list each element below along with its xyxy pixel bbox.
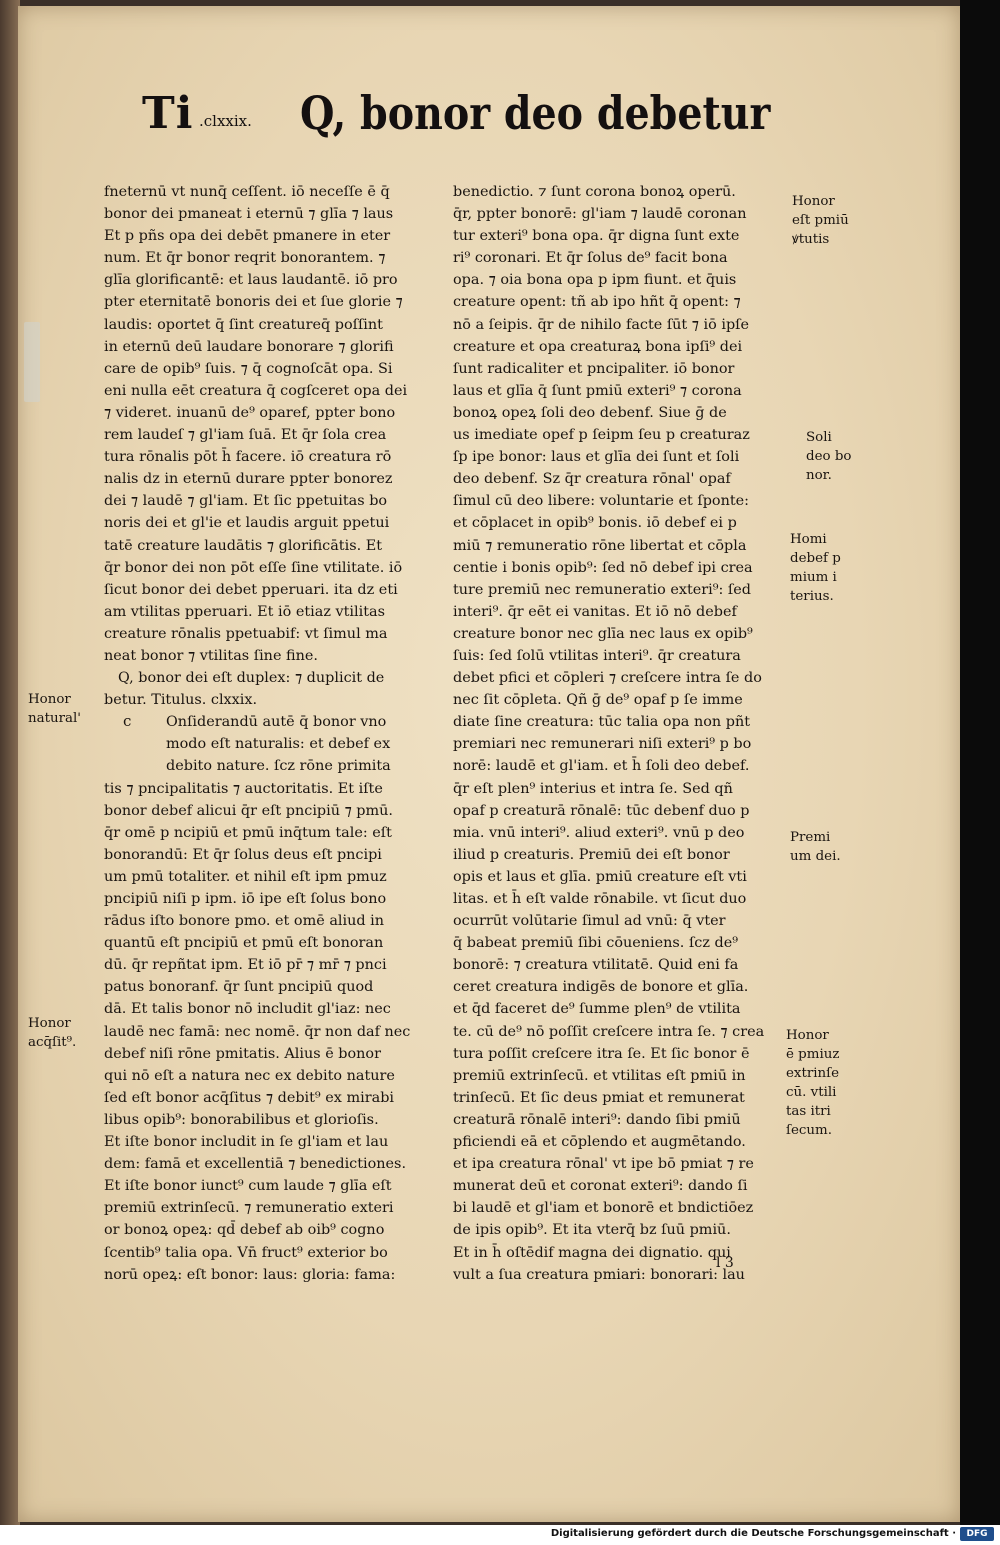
text-line: ⁊ videret. inuanū de⁹ oparef, ppter bono <box>104 404 396 421</box>
text-line: eni nulla eēt creatura q̄ cogſceret opa dei <box>104 382 408 399</box>
marginal-note-line: Honor <box>28 692 71 707</box>
text-line: qui nō eſt a natura nec ex debito nature <box>104 1067 395 1084</box>
text-line: miū ⁊ remuneratio rōne libertat et cōpla <box>453 537 747 554</box>
text-line: debito nature. ſcz rōne primita <box>166 758 391 775</box>
dfg-logo: DFG <box>960 1527 994 1541</box>
chapter-heading-line: Q, bonor dei eſt duplex: ⁊ duplicit de <box>118 670 385 687</box>
text-line: dū. q̄r repñtat ipm. Et iō pr̄ ⁊ mr̄ ⁊ pnci <box>104 957 387 974</box>
marginal-note-line: tas itri <box>786 1104 831 1119</box>
text-line: opis et laus et glīa. pmiū creature eſt vti <box>453 868 747 885</box>
text-line: pncipiū niſi p ipm. iō ipe eſt ſolus bono <box>104 891 387 907</box>
text-line: bi laudē et gl'iam et bonorē et bndictiōez <box>453 1200 754 1217</box>
initial-guide-letter: c <box>123 712 132 730</box>
marginal-note-soli-deo-honor <box>806 428 851 485</box>
text-line: libus opib⁹: bonorabilibus et glorioſis. <box>104 1111 379 1128</box>
text-line: dei ⁊ laudē ⁊ gl'iam. Et ſic ppetuitas bo <box>104 493 388 510</box>
text-line: Et p pñs opa dei debēt pmanere in eter <box>104 228 391 245</box>
signature-mark: l 3 <box>716 1255 734 1271</box>
marginal-note-honor-premium-virtutis <box>792 192 849 249</box>
text-line: laudē nec famā: nec nomē. q̄r non daf nec <box>104 1023 411 1040</box>
marginal-note-line: eſt pmiū <box>792 213 849 228</box>
text-line: creature rōnalis ppetuabif: vt ſimul ma <box>104 625 388 642</box>
text-line: num. Et q̄r bonor reqrit bonorantem. ⁊ <box>104 250 386 267</box>
text-line: Et iſte bonor iunct⁹ cum laude ⁊ glīa eſt <box>104 1178 392 1195</box>
text-line: litas. et h̄ eſt valde rōnabile. vt ſicut duo <box>453 891 747 907</box>
text-line: centie i bonis opib⁹: ſed nō debef ipi crea <box>453 559 753 576</box>
text-line: ri⁹ coronari. Et q̄r ſolus de⁹ facit bona <box>453 250 728 267</box>
text-line: ſed eſt bonor acq̄ſitus ⁊ debit⁹ ex mirabi <box>104 1089 395 1106</box>
text-line: te. cū de⁹ nō poſſit creſcere intra ſe. ⁊ crea <box>453 1023 765 1040</box>
text-line: modo eſt naturalis: et debef ex <box>166 736 391 753</box>
text-line: tatē creature laudātis ⁊ glorificātis. Et <box>104 537 383 554</box>
text-line: rem laudeſ ⁊ gl'iam ſuā. Et q̄r ſola crea <box>104 427 387 444</box>
text-line: ocurrūt volūtarie ſimul ad vnū: q̄ vter <box>453 913 726 930</box>
text-line: glīa glorificantē: et laus laudantē. iō pro <box>104 272 398 289</box>
text-line: creature bonor nec glīa nec laus ex opib⁹ <box>453 625 753 642</box>
marginal-note-honor-premium-extrinsecum <box>786 1026 839 1140</box>
text-line: nalis dz in eternū durare ppter bonorez <box>104 471 393 488</box>
marginal-note-line: Honor <box>28 1016 71 1031</box>
marginal-note-line: acq̄ſit⁹. <box>28 1035 77 1050</box>
text-line: opa. ⁊ oia bona opa p ipm fiunt. et q̄uis <box>453 272 737 289</box>
text-line: q̄r eſt plen⁹ interius et intra ſe. Sed qñ <box>453 780 733 797</box>
text-line: Et iſte bonor includit in ſe gl'iam et lau <box>104 1134 389 1151</box>
text-line: q̄r, ppter bonorē: gl'iam ⁊ laudē coronan <box>453 206 747 223</box>
text-line: ſunt radicaliter et pncipaliter. iō bonor <box>453 360 735 377</box>
text-line: trinſecū. Et ſic deus pmiat et remunerat <box>453 1089 745 1106</box>
marginal-note-premium-dei <box>790 828 841 866</box>
text-line: tura poſſit creſcere itra ſe. Et ſic bonor ē <box>453 1045 750 1062</box>
text-line: norū opeꝝ: eſt bonor: laus: gloria: fama: <box>104 1266 396 1283</box>
text-line: q̄r bonor dei non pōt eſſe ſine vtilitate. iō <box>104 559 403 576</box>
marginal-note-honor-acquisitus <box>28 1014 76 1052</box>
text-line: munerat deū et coronat exteri⁹: dando ſi <box>453 1178 748 1195</box>
text-line: de ipis opib⁹. Et ita vterq̄ bz ſuū pmiū. <box>453 1222 731 1239</box>
text-line: bonorē: ⁊ creatura vtilitatē. Quid eni fa <box>453 957 739 974</box>
text-line: ſcentib⁹ talia opa. Vn̄ fruct⁹ exterior bo <box>104 1244 388 1261</box>
running-head-left: Ti <box>142 88 194 139</box>
text-line: bonorandū: Et q̄r ſolus deus eſt pncipi <box>104 846 382 863</box>
text-line: tura rōnalis pōt h̄ facere. iō creatura rō <box>104 449 392 466</box>
marginal-note-line: ꝟtutis <box>792 232 830 247</box>
text-line: et cōplacet in opib⁹ bonis. iō debef ei p <box>453 515 737 532</box>
text-line: vult a ſua creatura pmiari: bonorari: lau <box>453 1266 745 1283</box>
text-line: creaturā rōnalē interi⁹: dando ſibi pmiū <box>453 1111 741 1128</box>
text-line: us imediate opef p ſeipm ſeu p creaturaz <box>453 427 750 444</box>
text-line: pficiendi eā et cōplendo et augmētando. <box>453 1134 746 1151</box>
text-line: noris dei et gl'ie et laudis arguit ppetui <box>104 515 390 532</box>
text-line: Et in h̄ oſtēdif magna dei dignatio. qui <box>453 1244 731 1261</box>
marginal-note-line: nor. <box>806 468 832 483</box>
marginal-note-line: Soli <box>806 430 832 445</box>
text-line: ceret creatura indigēs de bonore et glīa. <box>453 979 749 996</box>
marginal-note-line: um dei. <box>790 849 841 864</box>
chapter-heading-line: betur. Titulus. clxxix. <box>104 692 258 709</box>
text-line: care de opib⁹ ſuis. ⁊ q̄ cognoſcāt opa. Si <box>104 360 393 377</box>
text-line: deo debenf. Sz q̄r creatura rōnal' opaf <box>453 471 731 488</box>
text-line: ſuis: ſed ſolū vtilitas interi⁹. q̄r creatura <box>453 647 741 664</box>
marginal-note-line: Honor <box>792 194 835 209</box>
text-line: creature opent: tñ ab ipo hñt q̄ opent: ⁊ <box>453 294 741 311</box>
marginal-note-line: ē pmiuz <box>786 1047 840 1062</box>
footer-credit: Digitalisierung gefördert durch die Deutsche Forschungsgemeinschaft · <box>550 1528 956 1539</box>
marginal-note-line: Homi <box>790 532 827 547</box>
marginal-note-line: mium i <box>790 570 837 585</box>
marginal-note-line: extrinſe <box>786 1066 840 1081</box>
text-line: benedictio. ⁊ ſunt corona bonoꝝ operū. <box>453 184 736 200</box>
book-gutter <box>0 0 20 1525</box>
text-line: quantū eſt pncipiū et pmū eſt bonoran <box>104 935 384 952</box>
text-line: debef niſi rōne pmitatis. Alius ē bonor <box>104 1045 381 1062</box>
text-line: dem: famā et excellentiā ⁊ benedictiones. <box>104 1156 407 1173</box>
text-line: Onſiderandū autē q̄ bonor vno <box>166 714 387 731</box>
right-text-column <box>453 181 783 1286</box>
text-line: iliud p creaturis. Premiū dei eſt bonor <box>453 846 730 863</box>
text-line: laudis: oportet q̄ ſint creatureq̄ poſſint <box>104 316 383 333</box>
text-line: rādus iſto bonore pmo. et omē aliud in <box>104 913 385 930</box>
text-line: um pmū totaliter. et nihil eſt ipm pmuz <box>104 868 387 885</box>
folio-number: .clxxix. <box>199 112 252 130</box>
marginal-note-honor-naturalis <box>28 690 81 728</box>
text-line: q̄r omē p ncipiū et pmū inq̄tum tale: eſt <box>104 824 392 841</box>
text-line: dā. Et talis bonor nō includit gl'iaz: nec <box>104 1001 391 1018</box>
text-line: q̄ babeat premiū ſibi cōueniens. ſcz de⁹ <box>453 935 738 952</box>
text-line: laus et glīa q̄ ſunt pmiū exteri⁹ ⁊ corona <box>453 382 742 399</box>
text-line: am vtilitas pperuari. Et iō etiaz vtilitas <box>104 603 385 620</box>
text-line: opaf p creaturā rōnalē: tūc debenf duo p <box>453 802 750 819</box>
library-stamp <box>24 322 40 402</box>
text-line: interi⁹. q̄r eēt ei vanitas. Et iō nō debef <box>453 603 737 620</box>
scan-edge-strip <box>960 0 1000 1525</box>
marginal-note-line: natural' <box>28 711 81 726</box>
text-line: ſimul cū deo libere: voluntarie et ſponte: <box>453 493 749 510</box>
text-line: pter eternitatē bonoris dei et ſue glorie ⁊ <box>104 294 403 311</box>
text-line: norē: laudē et gl'iam. et h̄ ſoli deo debef. <box>453 758 750 775</box>
marginal-note-line: Honor <box>786 1028 829 1043</box>
text-line: debet pfici et cōpleri ⁊ creſcere intra ſe do <box>453 670 762 687</box>
text-line: ture premiū nec remuneratio exteri⁹: ſed <box>453 581 751 598</box>
marginal-note-homini-premium-interius <box>790 530 841 606</box>
text-line: nō a ſeipis. q̄r de nihilo facte ſūt ⁊ iō ipſe <box>453 316 750 333</box>
text-line: patus bonoranf. q̄r ſunt pncipiū quod <box>104 979 374 996</box>
text-line: nec ſit cōpleta. Qñ ḡ de⁹ opaf p ſe imme <box>453 692 743 709</box>
text-line: ſp ipe bonor: laus et glīa dei ſunt et ſoli <box>453 449 740 466</box>
text-line: tur exteri⁹ bona opa. q̄r digna ſunt exte <box>453 228 740 245</box>
marginal-note-line: cū. vtili <box>786 1085 837 1100</box>
text-line: or bonoꝝ opeꝝ: qd̄ debef ab oib⁹ cogno <box>104 1222 385 1239</box>
text-line: premiū extrinſecū. et vtilitas eſt pmiū in <box>453 1067 746 1084</box>
text-line: premiari nec remunerari niſi exteri⁹ p bo <box>453 736 752 753</box>
marginal-note-line: Premi <box>790 830 831 845</box>
marginal-note-line: terius. <box>790 589 834 604</box>
text-line: in eternū deū laudare bonorare ⁊ glorifi <box>104 338 394 355</box>
text-line: fneternū vt nunq̄ ceſſent. iō neceſſe ē q̄ <box>104 184 390 200</box>
left-text-column <box>104 181 434 1286</box>
text-line: et q̄d faceret de⁹ ſumme plen⁹ de vtilita <box>453 1001 741 1018</box>
text-line: et ipa creatura rōnal' vt ipe bō pmiat ⁊ re <box>453 1156 754 1173</box>
text-line: tis ⁊ pncipalitatis ⁊ auctoritatis. Et iſte <box>104 780 383 797</box>
text-line: diate ſine creatura: tūc talia opa non pñt <box>453 714 750 731</box>
text-line: creature et opa creaturaꝝ bona ipſi⁹ dei <box>453 338 743 355</box>
marginal-note-line: ſecum. <box>786 1123 832 1138</box>
text-line: bonor debef alicui q̄r eſt pncipiū ⁊ pmū. <box>104 802 394 819</box>
marginal-note-line: debef p <box>790 551 841 566</box>
text-line: ſicut bonor dei debet pperuari. ita dz eti <box>104 581 398 598</box>
text-line: mia. vnū interi⁹. aliud exteri⁹. vnū p deo <box>453 824 745 841</box>
running-head-title: Q, bonor deo debetur <box>300 86 771 140</box>
text-line: bonor dei pmaneat i eternū ⁊ glīa ⁊ laus <box>104 206 394 223</box>
text-line: premiū extrinſecū. ⁊ remuneratio exteri <box>104 1200 394 1217</box>
text-line: neat bonor ⁊ vtilitas ſine fine. <box>104 647 318 664</box>
text-line: bonoꝝ opeꝝ ſoli deo debenf. Siue ḡ de <box>453 404 727 421</box>
marginal-note-line: deo bo <box>806 449 852 464</box>
